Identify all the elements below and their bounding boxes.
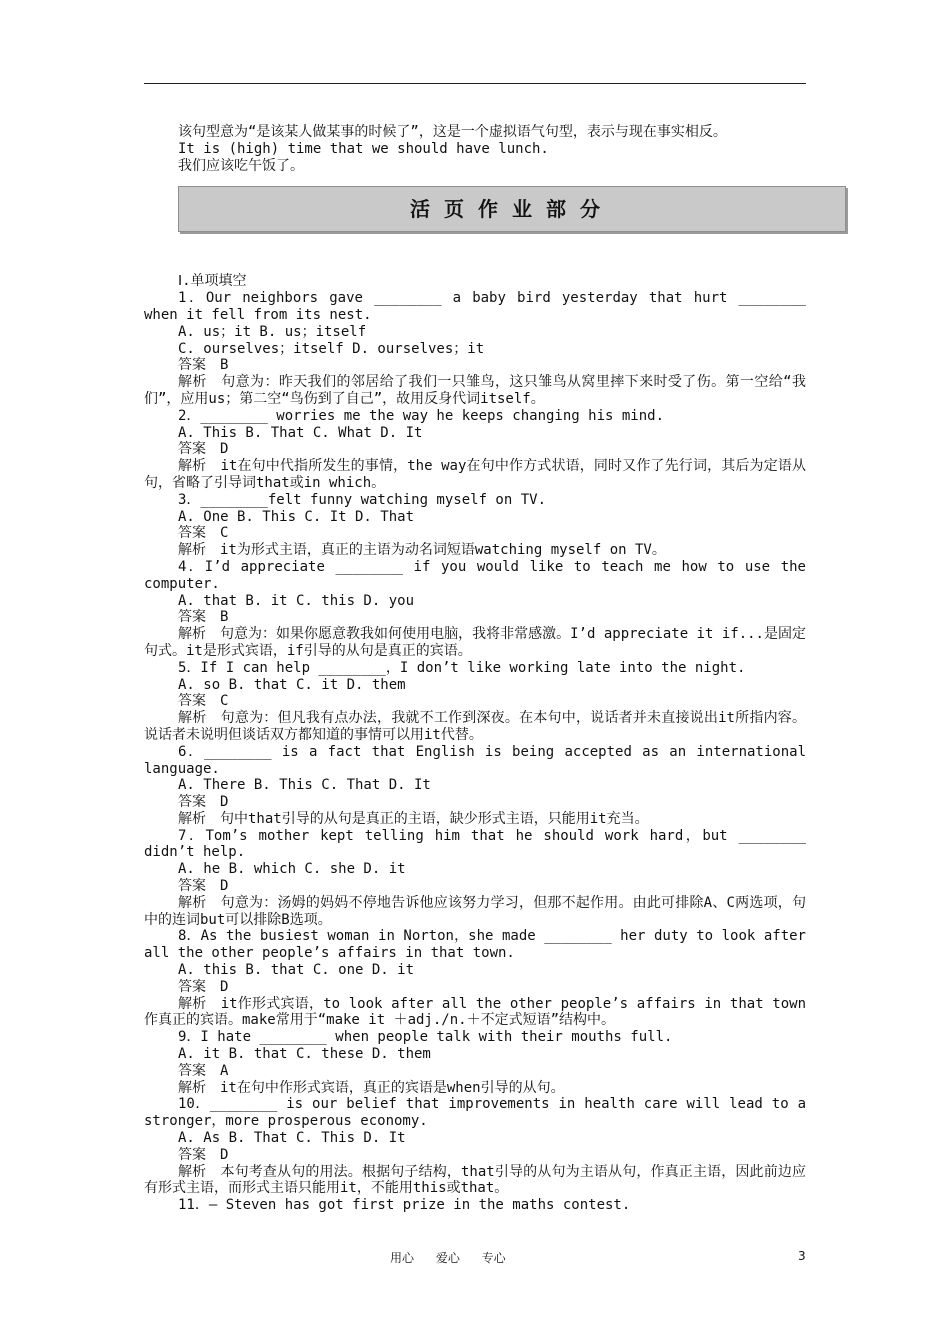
question-answer: 答案 C — [178, 525, 229, 542]
question-text: 11．— Steven has got first prize in the maths contest. — [178, 1197, 631, 1214]
question-analysis: 解析 it在句中代指所发生的事情，the way在句中作方式状语，同时又作了先行词，其后为定语从句，省略了引导词that或in which。 — [144, 458, 806, 491]
question-text: 5．If I can help ________，I don’t like working late into the night. — [178, 659, 746, 676]
question-analysis: 解析 句意为：汤姆的妈妈不停地告诉他应该努力学习，但那不起作用。由此可排除A、C两选项，句中的连词but可以排除B选项。 — [144, 894, 806, 928]
section-title: Ⅰ.单项填空 — [178, 273, 247, 290]
page-footer — [0, 1249, 950, 1267]
question-analysis: 解析 本句考查从句的用法。根据句子结构，that引导的从句为主语从句，作真正主语，因此前边应有形式主语，而形式主语只能用it，不能用this或that。 — [144, 1163, 806, 1197]
intro-explanation: 该句型意为“是该某人做某事的时候了”，这是一个虚拟语气句型，表示与现在事实相反。 — [178, 124, 727, 140]
question-options: A. he B. which C. she D. it — [178, 861, 406, 878]
question-text: 8．As the busiest woman in Norton，she made ________ her duty to look after all the other people’s affairs in that town. — [144, 928, 806, 962]
footer-motto: 用心 爱心 专心 — [390, 1251, 506, 1265]
question-analysis: 解析 句中that引导的从句是真正的主语，缺少形式主语，只能用it充当。 — [178, 810, 649, 827]
section-banner: 活页作业部分 — [178, 186, 846, 232]
question-text: 9．I hate ________ when people talk with their mouths full. — [178, 1029, 673, 1046]
question-options: C. ourselves；itself D. ourselves；it — [178, 340, 485, 357]
question-text: 3．________felt funny watching myself on TV. — [178, 491, 547, 508]
question-answer: 答案 D — [178, 1146, 229, 1163]
question-text: 1．Our neighbors gave ________ a baby bird yesterday that hurt ________ when it fell from its nest. — [144, 290, 806, 323]
question-options: A. This B. That C. What D. It — [178, 424, 423, 441]
question-options: A. this B. that C. one D. it — [178, 962, 415, 979]
question-analysis: 解析 it为形式主语，真正的主语为动名词短语watching myself on TV。 — [178, 542, 666, 559]
question-text: 4．I’d appreciate ________ if you would like to teach me how to use the computer. — [144, 558, 806, 592]
question-options: A. it B. that C. these D. them — [178, 1046, 431, 1063]
question-analysis: 解析 句意为：昨天我们的邻居给了我们一只雏鸟，这只雏鸟从窝里摔下来时受了伤。第一空给“我们”，应用us；第二空“鸟伤到了自己”，故用反身代词itself。 — [144, 374, 806, 407]
question-options: A. There B. This C. That D. It — [178, 777, 431, 794]
question-options: A. As B. That C. This D. It — [178, 1130, 406, 1147]
question-answer: 答案 C — [178, 693, 229, 710]
question-answer: 答案 D — [178, 441, 229, 458]
question-options: A. us；it B. us；itself — [178, 323, 367, 340]
question-answer: 答案 D — [178, 978, 229, 995]
header-rule — [144, 83, 806, 84]
question-answer: 答案 B — [178, 357, 229, 374]
question-answer: 答案 A — [178, 1062, 229, 1079]
page-content — [144, 124, 806, 1214]
question-text: 10．________ is our belief that improvements in health care will lead to a stronger，more prosperous economy. — [144, 1096, 806, 1130]
section-banner-area — [144, 174, 806, 273]
question-text: 7．Tom’s mother kept telling him that he should work hard，but ________ didn’t help. — [144, 827, 806, 861]
question-options: A. One B. This C. It D. That — [178, 508, 415, 525]
question-answer: 答案 D — [178, 878, 229, 895]
question-answer: 答案 B — [178, 609, 229, 626]
question-analysis: 解析 句意为：但凡我有点办法，我就不工作到深夜。在本句中，说话者并未直接说出it所指内容。说话者未说明但谈话双方都知道的事情可以用it代替。 — [144, 710, 806, 743]
question-answer: 答案 D — [178, 794, 229, 811]
page-number: 3 — [798, 1249, 806, 1263]
question-analysis: 解析 句意为：如果你愿意教我如何使用电脑，我将非常感激。I’d appreciate it if...是固定句式。it是形式宾语，if引导的从句是真正的宾语。 — [144, 626, 806, 659]
question-analysis: 解析 it作形式宾语，to look after all the other people’s affairs in that town作真正的宾语。make常用于“make it ＋adj./n.＋不定式短语”结构中。 — [144, 995, 806, 1029]
question-options: A. that B. it C. this D. you — [178, 592, 415, 609]
question-analysis: 解析 it在句中作形式宾语，真正的宾语是when引导的从句。 — [178, 1079, 565, 1096]
intro-example-zh: 我们应该吃午饭了。 — [178, 157, 304, 174]
intro-example-en: It is (high) time that we should have lunch. — [178, 140, 549, 157]
question-text: 2．________ worries me the way he keeps changing his mind. — [178, 407, 665, 424]
question-options: A. so B. that C. it D. them — [178, 676, 406, 693]
question-text: 6．________ is a fact that English is being accepted as an international language. — [144, 743, 806, 777]
